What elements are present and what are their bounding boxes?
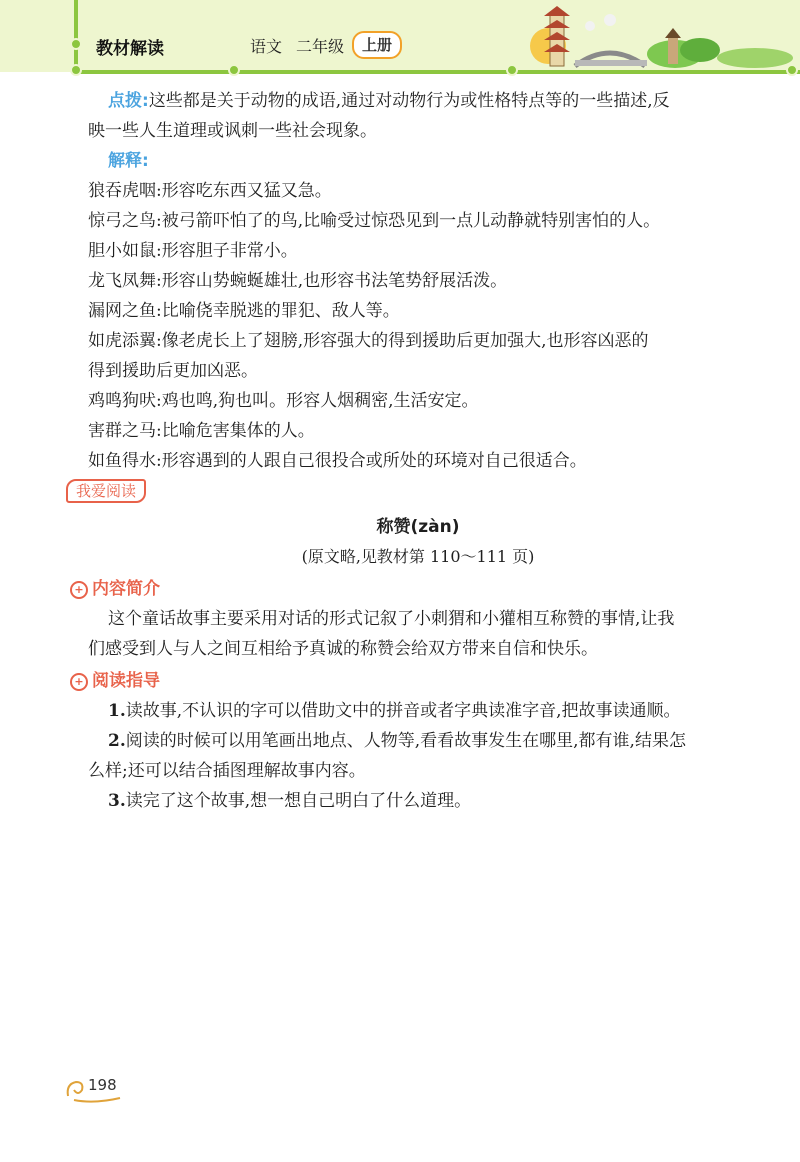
explanation-item: 惊弓之鸟:被弓箭吓怕了的鸟,比喻受过惊恐见到一点儿动静就特别害怕的人。 <box>88 211 661 231</box>
summary-heading-text: 内容简介 <box>92 579 160 599</box>
summary-line2: 们感受到人与人之间互相给予真诚的称赞会给双方带来自信和快乐。 <box>88 639 598 659</box>
intro-label: 点拨: <box>108 91 149 111</box>
guide-item-number: 1. <box>108 701 126 721</box>
plus-circle-icon: + <box>70 581 88 599</box>
guide-item-text: 么样;还可以结合插图理解故事内容。 <box>88 761 366 781</box>
explanation-item: 胆小如鼠:形容胆子非常小。 <box>88 241 298 261</box>
book-title: 教材解读 <box>96 39 164 59</box>
explanation-item: 害群之马:比喻危害集体的人。 <box>88 421 315 441</box>
explanation-heading: 解释: <box>108 151 149 171</box>
header-dot <box>70 38 82 50</box>
explanation-item: 龙飞凤舞:形容山势蜿蜒雄壮,也形容书法笔势舒展活泼。 <box>88 271 508 291</box>
guide-item-number: 2. <box>108 731 126 751</box>
guide-item <box>88 786 748 816</box>
volume-badge: 上册 <box>352 31 402 59</box>
header-left-rule <box>74 0 78 72</box>
explanation-item: 得到援助后更加凶恶。 <box>88 361 258 381</box>
guide-item-text: 读故事,不认识的字可以借助文中的拼音或者字典读准字音,把故事读通顺。 <box>125 701 681 721</box>
story-title: 称赞(zàn) <box>376 517 460 537</box>
guide-item-continuation <box>88 756 748 786</box>
explanation-item: 狼吞虎咽:形容吃东西又猛又急。 <box>88 181 332 201</box>
guide-heading-text: 阅读指导 <box>92 671 160 691</box>
header-dot <box>506 64 518 76</box>
reading-section-tag: 我爱阅读 <box>66 479 146 503</box>
reading-tag-wrapper <box>72 476 748 506</box>
explanation-item: 漏网之鱼:比喻侥幸脱逃的罪犯、敌人等。 <box>88 301 400 321</box>
header-dot <box>228 64 240 76</box>
pagoda-scenery-illustration <box>520 0 800 72</box>
page-header <box>0 0 800 72</box>
guide-heading <box>70 666 748 696</box>
summary-heading <box>70 574 748 604</box>
intro-text-line2: 映一些人生道理或讽刺一些社会现象。 <box>88 121 377 141</box>
summary-line1: 这个童话故事主要采用对话的形式记叙了小刺猬和小獾相互称赞的事情,让我 <box>108 609 675 629</box>
subject-label: 语文 <box>250 37 283 56</box>
intro-text-line1: 这些都是关于动物的成语,通过对动物行为或性格特点等的一些描述,反 <box>148 91 670 111</box>
header-dot <box>70 64 82 76</box>
guide-item-text: 阅读的时候可以用笔画出地点、人物等,看看故事发生在哪里,都有谁,结果怎 <box>125 731 686 751</box>
page-number: 198 <box>88 1076 117 1094</box>
guide-item <box>88 726 748 756</box>
explanation-item: 如鱼得水:形容遇到的人跟自己很投合或所处的环境对自己很适合。 <box>88 451 587 471</box>
plus-circle-icon: + <box>70 673 88 691</box>
explanation-item: 如虎添翼:像老虎长上了翅膀,形容强大的得到援助后更加强大,也形容凶恶的 <box>88 331 649 351</box>
guide-item-number: 3. <box>108 791 126 811</box>
story-source-note: (原文略,见教材第 110～111 页) <box>301 547 535 566</box>
intro-paragraph <box>88 86 748 116</box>
guide-item-text: 读完了这个故事,想一想自己明白了什么道理。 <box>125 791 472 811</box>
explanation-item: 鸡鸣狗吠:鸡也鸣,狗也叫。形容人烟稠密,生活安定。 <box>88 391 479 411</box>
guide-item <box>88 696 748 726</box>
grade-label: 二年级 <box>296 37 345 56</box>
page-content <box>74 86 748 816</box>
